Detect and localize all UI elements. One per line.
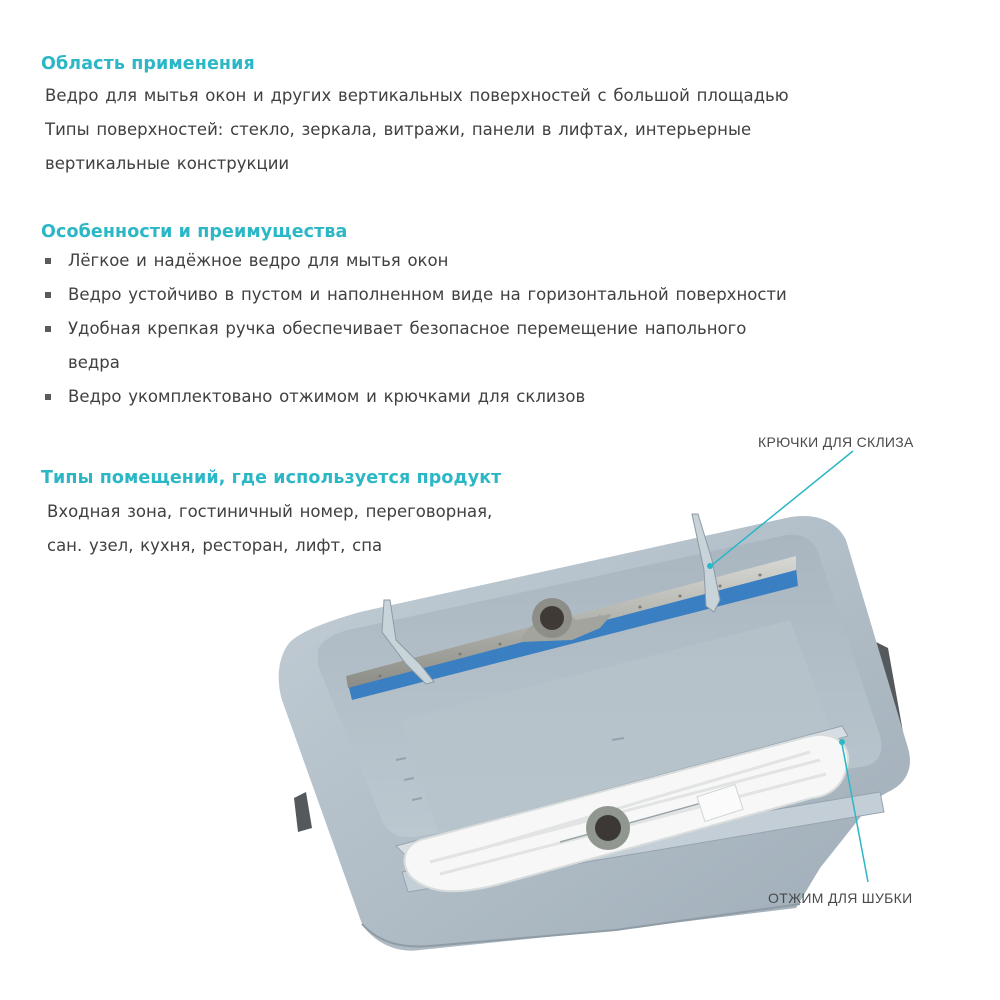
wringer-callout-dot [839, 739, 845, 745]
application-line-2: Типы поверхностей: стекло, зеркала, витражи, панели в лифтах, интерьерные [45, 120, 752, 139]
handle-left [294, 792, 312, 832]
feature-text: Удобная крепкая ручка обеспечивает безопасное перемещение напольного [68, 319, 747, 338]
hooks-callout-dot [707, 563, 713, 569]
wringer-callout-label: ОТЖИМ ДЛЯ ШУБКИ [768, 890, 913, 906]
application-line-1: Ведро для мытья окон и других вертикальных поверхностей с большой площадью [45, 86, 789, 105]
application-line-3: вертикальные конструкции [45, 154, 290, 173]
rooms-line-1: Входная зона, гостиничный номер, переговорная, [47, 502, 493, 521]
section-title-application: Область применения [41, 54, 255, 74]
feature-text: Ведро укомплектовано отжимом и крючками для склизов [68, 387, 586, 406]
feature-text: Ведро устойчиво в пустом и наполненном виде на горизонтальной поверхности [68, 285, 787, 304]
feature-text: ведра [68, 353, 120, 372]
section-title-rooms: Типы помещений, где используется продукт [41, 468, 502, 488]
hooks-callout-label: КРЮЧКИ ДЛЯ СКЛИЗА [758, 434, 914, 450]
feature-text: Лёгкое и надёжное ведро для мытья окон [68, 251, 449, 270]
rooms-line-2: сан. узел, кухня, ресторан, лифт, спа [47, 536, 383, 555]
section-title-features: Особенности и преимущества [41, 222, 348, 242]
